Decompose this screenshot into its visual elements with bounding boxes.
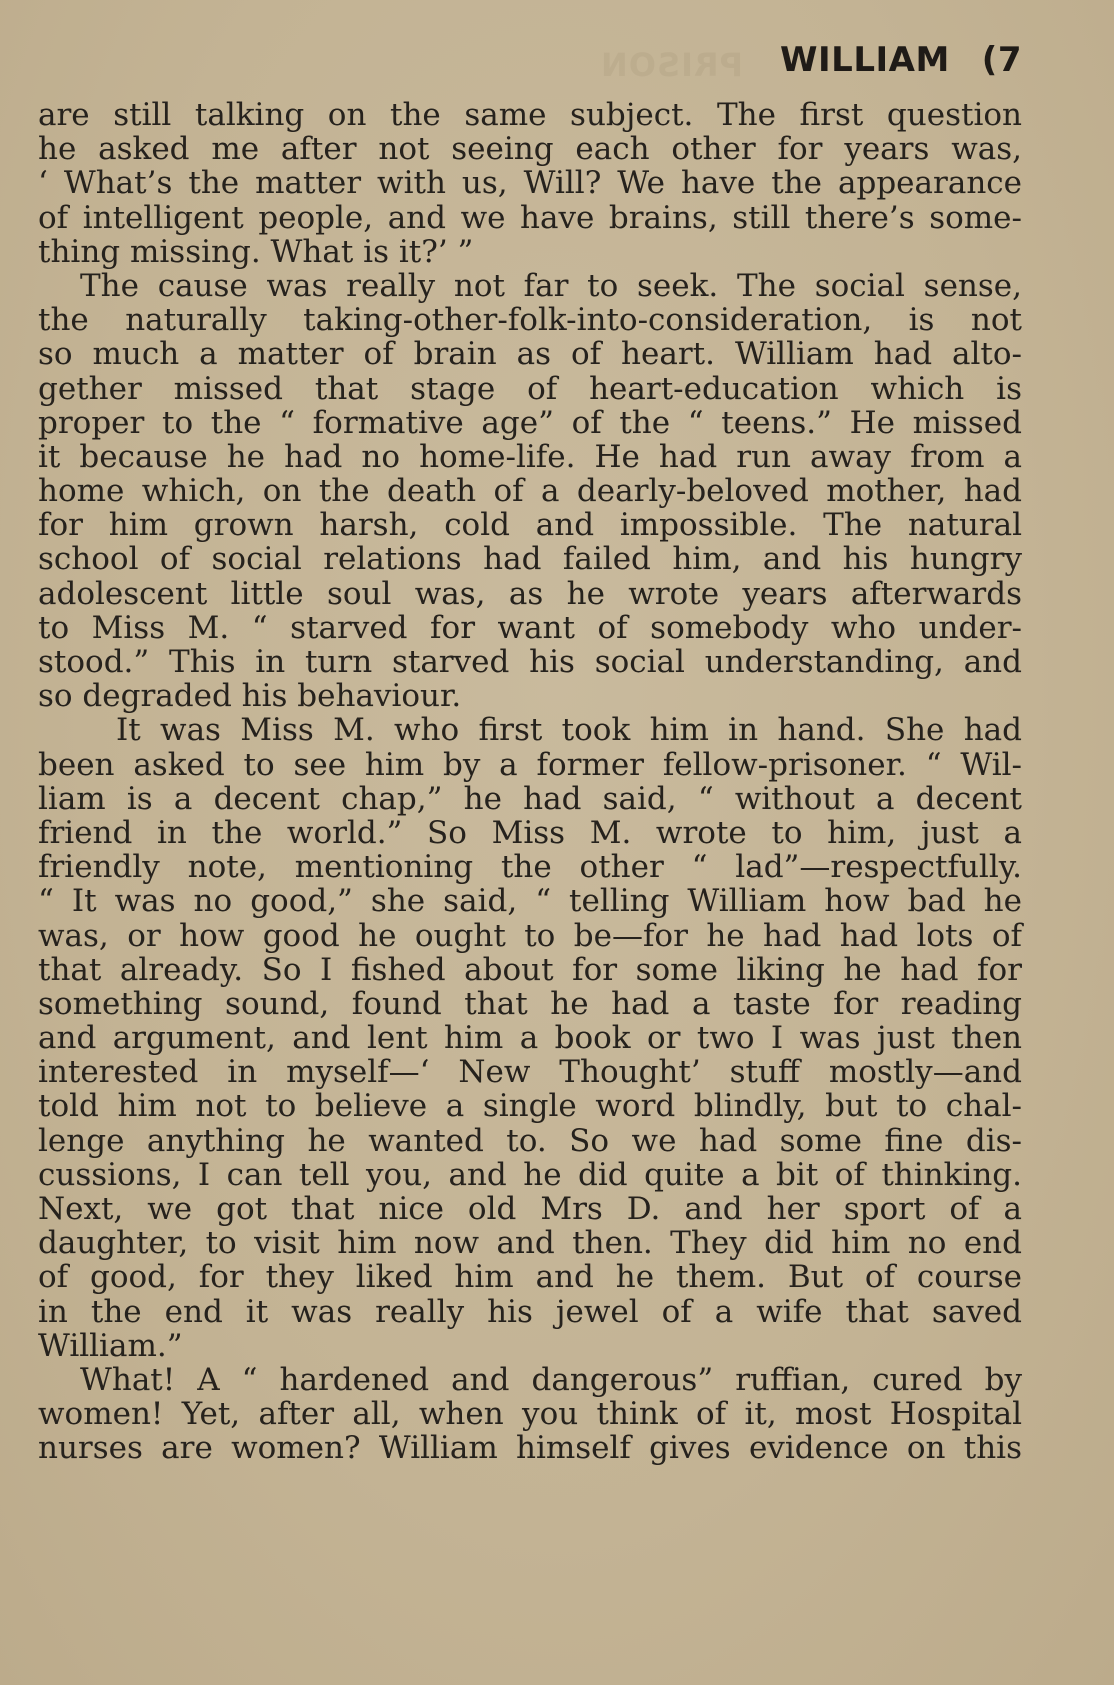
text-line: home which, on the death of a dearly-beloved mother, had — [38, 473, 1022, 510]
text-line: liam is a decent chap,” he had said, “ without a decent — [38, 780, 1022, 817]
text-line: daughter, to visit him now and then. They did him no end — [38, 1225, 1022, 1262]
text-line: in the end it was really his jewel of a wife that saved — [38, 1293, 1022, 1330]
text-line: “ It was no good,” she said, “ telling William how bad he — [38, 883, 1022, 920]
text-line: adolescent little soul was, as he wrote years afterwards — [38, 575, 1022, 612]
text-line: for him grown harsh, cold and impossible. The natural — [38, 507, 1022, 544]
text-line: ‘ What’s the matter with us, Will? We have the appearance — [38, 165, 1022, 202]
text-line: so degraded his behaviour. — [38, 678, 462, 715]
text-line: it because he had no home-life. He had run away from a — [38, 438, 1022, 475]
text-line: been asked to see him by a former fellow-prisoner. “ Wil- — [38, 746, 1022, 783]
text-line: William.” — [38, 1327, 183, 1364]
running-head — [780, 40, 1022, 80]
body-text — [38, 98, 1022, 1466]
text-line: he asked me after not seeing each other for years was, — [38, 131, 1022, 168]
text-line: and argument, and lent him a book or two I was just then — [38, 1020, 1022, 1057]
text-line: of good, for they liked him and he them. But of course — [38, 1259, 1022, 1296]
text-line: nurses are women? William himself gives evidence on this — [38, 1430, 1022, 1467]
text-line: Next, we got that nice old Mrs D. and her sport of a — [38, 1191, 1022, 1227]
text-line: friend in the world.” So Miss M. wrote to him, just a — [38, 814, 1022, 851]
text-line: The cause was really not far to seek. The social sense, — [80, 267, 1022, 304]
text-line: so much a matter of brain as of heart. William had alto- — [38, 336, 1022, 373]
page-number-fragment: (7 — [981, 40, 1022, 80]
text-line: that already. So I fished about for some liking he had for — [38, 951, 1022, 988]
text-line: of intelligent people, and we have brains, still there’s some- — [38, 199, 1022, 236]
text-line: women! Yet, after all, when you think of it, most Hospital — [38, 1396, 1022, 1433]
text-line: gether missed that stage of heart-education which is — [38, 370, 1022, 407]
text-line: told him not to believe a single word blindly, but to chal- — [38, 1088, 1022, 1125]
text-line: It was Miss M. who first took him in hand. She had — [116, 712, 1022, 749]
text-line: school of social relations had failed him, and his hungry — [38, 541, 1022, 578]
running-head-title: WILLIAM — [780, 40, 950, 80]
text-line: was, or how good he ought to be—for he had had lots of — [38, 917, 1022, 954]
bleed-through-text: PRISON — [600, 46, 744, 84]
text-line: the naturally taking-other-folk-into-consideration, is not — [38, 302, 1022, 339]
text-line: proper to the “ formative age” of the “ teens.” He missed — [38, 404, 1022, 441]
text-line: thing missing. What is it?’ ” — [38, 233, 474, 270]
text-line: are still talking on the same subject. The first question — [38, 97, 1022, 133]
text-line: What! A “ hardened and dangerous” ruffian, cured by — [80, 1361, 1022, 1398]
text-line: interested in myself—‘ New Thought’ stuff mostly—and — [38, 1054, 1022, 1091]
text-line: friendly note, mentioning the other “ lad”—respectfully. — [38, 849, 1022, 886]
text-line: something sound, found that he had a taste for reading — [38, 985, 1022, 1022]
text-line: to Miss M. “ starved for want of somebody who under- — [38, 609, 1022, 646]
text-line: stood.” This in turn starved his social understanding, and — [38, 644, 1022, 680]
text-line: lenge anything he wanted to. So we had some fine dis- — [38, 1122, 1022, 1159]
text-line: cussions, I can tell you, and he did quite a bit of thinking. — [38, 1156, 1022, 1193]
